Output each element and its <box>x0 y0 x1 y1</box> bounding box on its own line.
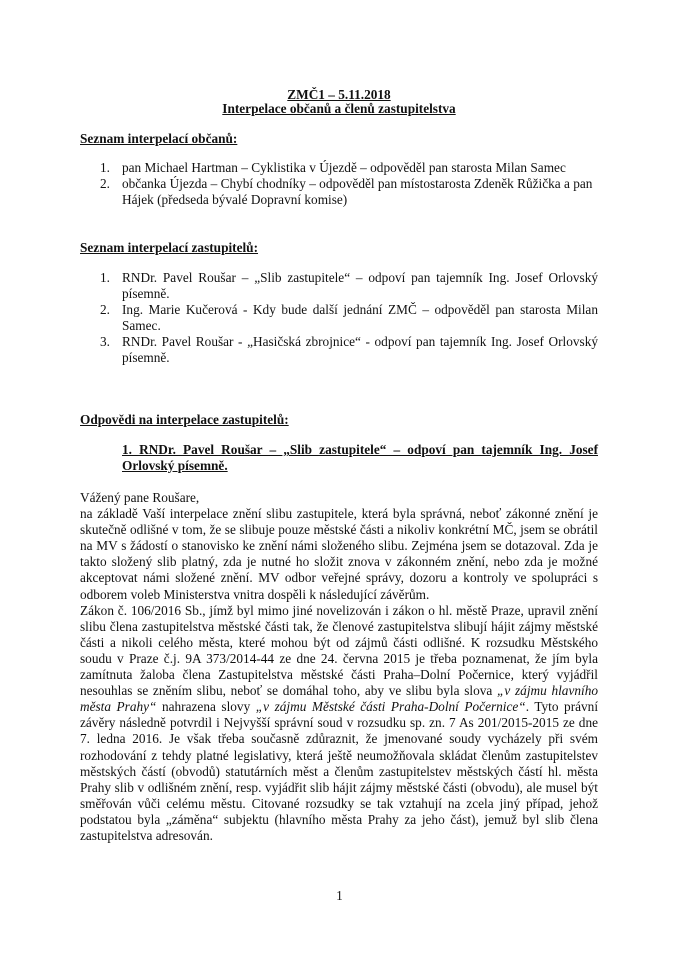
salutation: Vážený pane Roušare, <box>80 490 200 505</box>
answer-subheading: 1. RNDr. Pavel Roušar – „Slib zastupitele“ – odpoví pan tajemník Ing. Josef Orlovský písemně. <box>122 442 598 473</box>
citizens-heading: Seznam interpelací občanů: <box>80 131 238 146</box>
list-item-text: pan Michael Hartman – Cyklistika v Újezdě – odpověděl pan starosta Milan Samec <box>122 160 566 175</box>
list-item <box>80 302 598 334</box>
list-item <box>80 160 598 176</box>
paragraph-text: nahrazena slovy <box>156 699 256 715</box>
representatives-list <box>80 270 598 366</box>
list-item-text: RNDr. Pavel Roušar - „Hasičská zbrojnice“ - odpoví pan tajemník Ing. Josef Orlovský písemně. <box>122 334 598 365</box>
representatives-heading: Seznam interpelací zastupitelů: <box>80 240 259 255</box>
list-number: 2. <box>100 302 110 317</box>
paragraph-text: Zákon č. 106/2016 Sb., jímž byl mimo jiné novelizován i zákon o hl. městě Praze, upravil znění slibu člena zastupitelstva městské části tak, že členové zastupitelstva slibují hájit zájmy městské části a nikoli celého města, které mohou být od zájmů části odlišné. K rozsudku Městského soudu v Praze č.j. 9A 373/2014-44 ze dne 24. června 2015 je třeba poznamenat, že jím byla zamítnuta žaloba člena Zastupitelstva městské části Praha–Dolní Počernice, který vyjádřil nesouhlas se zněním slibu, neboť se domáhal toho, aby ve slibu byla slova <box>80 602 598 699</box>
list-item <box>80 270 598 302</box>
list-number: 1. <box>100 160 110 175</box>
page-number: 1 <box>336 888 343 903</box>
list-item-text: občanka Újezda – Chybí chodníky – odpověděl pan místostarosta Zdeněk Růžička a pan Hájek (předseda bývalé Dopravní komise) <box>122 176 593 207</box>
quoted-phrase: „v zájmu hlavního města Prahy“ <box>80 683 598 715</box>
answer-paragraph-1: na základě Vaší interpelace znění slibu zastupitele, která byla správná, neboť zákonné znění je skutečně odlišné v tom, že se slibuje pouze městské části a nikoliv konkrétní MČ, jsem se obrátil na MV s žádostí o stanovisko ke znění námi složeného slibu. Zejména jsem se dotazoval. Zda je takto složený slib platný, zda je nutné ho složit znova v zákonném znění, nebo zda je možné akceptovat námi složené znění. MV odbor veřejné správy, dozoru a kontroly ve spolupráci s odborem voleb Ministerstva vnitra dospěli k následující závěrům. <box>80 506 598 602</box>
list-number: 2. <box>100 176 110 191</box>
answer-paragraph-2 <box>80 603 598 844</box>
list-item-text: RNDr. Pavel Roušar – „Slib zastupitele“ – odpoví pan tajemník Ing. Josef Orlovský písemně. <box>122 270 598 301</box>
list-item-text: Ing. Marie Kučerová - Kdy bude další jednání ZMČ – odpověděl pan starosta Milan Samec. <box>122 302 598 333</box>
answer-body <box>80 490 598 844</box>
quoted-phrase: „v zájmu Městské části Praha-Dolní Počernice“ <box>255 699 526 715</box>
document-subtitle: Interpelace občanů a členů zastupitelstva <box>222 101 456 116</box>
answers-heading: Odpovědi na interpelace zastupitelů: <box>80 412 289 427</box>
list-item <box>80 176 598 208</box>
list-number: 1. <box>100 270 110 285</box>
list-item <box>80 334 598 366</box>
paragraph-text: . Tyto právní závěry následně potvrdil i Nejvyšší správní soud v rozsudku sp. zn. 7 As 201/2015-2015 ze dne 7. ledna 2016. Je však třeba současně zdůraznit, že jmenované soudy vycházely při svém rozhodování z tehdy platné legislativy, která ještě neumožňovala skládat členům zastupitelstev městských částí (obvodů) statutárních měst a členům zastupitelstev městských částí hl. města Prahy slib v odlišném znění, resp. vyjádřit slib hájit zájmy městské části (obvodu), ale musel být směřován vůči celému městu. Citované rozsudky se tak vztahují na zcela jiný případ, jehož podstatou byla „záměna“ subjektu (hlavního města Prahy za jeho část), jemuž byl slib člena zastupitelstva adresován. <box>80 699 599 843</box>
list-number: 3. <box>100 334 110 349</box>
citizens-list <box>80 160 598 208</box>
document-title: ZMČ1 – 5.11.2018 <box>287 87 391 102</box>
